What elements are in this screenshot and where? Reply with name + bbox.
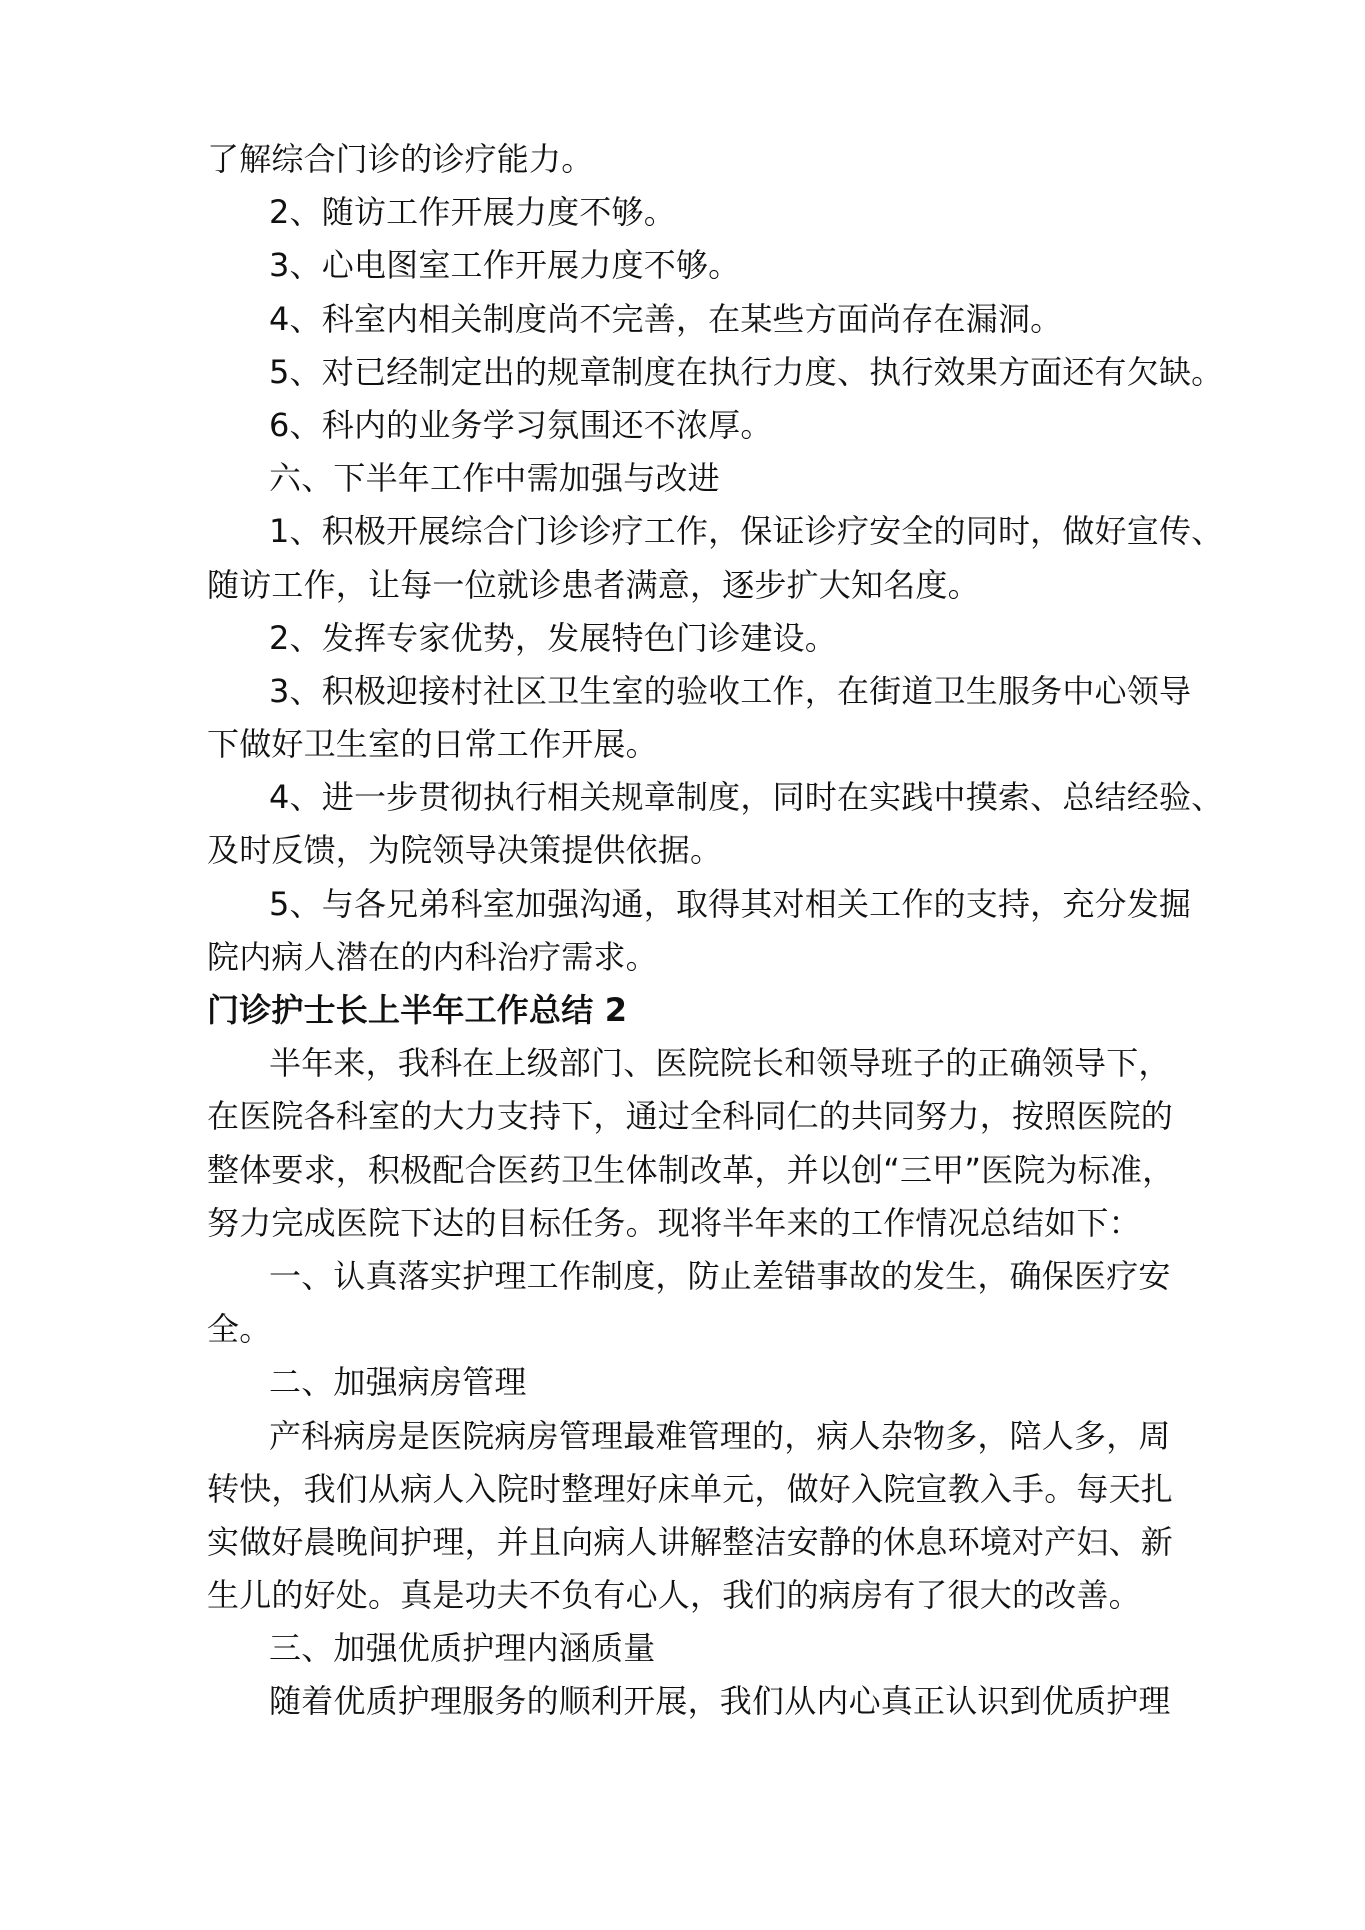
text-line: 3、积极迎接村社区卫生室的验收工作，在街道卫生服务中心领导 <box>269 671 1192 710</box>
text-line: 半年来，我科在上级部门、医院院长和领导班子的正确领导下， <box>269 1044 1171 1083</box>
text-line: 一、认真落实护理工作制度，防止差错事故的发生，确保医疗安 <box>269 1256 1171 1295</box>
text-line: 转快，我们从病人入院时整理好床单元，做好入院宣教入手。每天扎 <box>207 1469 1174 1508</box>
text-line: 院内病人潜在的内科治疗需求。 <box>207 937 658 976</box>
text-line: 4、科室内相关制度尚不完善，在某些方面尚存在漏洞。 <box>269 299 1063 338</box>
text-line: 及时反馈，为院领导决策提供依据。 <box>207 831 723 870</box>
text-line: 实做好晨晚间护理，并且向病人讲解整洁安静的休息环境对产妇、新 <box>207 1522 1174 1561</box>
text-line: 5、对已经制定出的规章制度在执行力度、执行效果方面还有欠缺。 <box>269 352 1224 391</box>
text-line: 5、与各兄弟科室加强沟通，取得其对相关工作的支持，充分发掘 <box>269 884 1192 923</box>
text-line: 6、科内的业务学习氛围还不浓厚。 <box>269 405 773 444</box>
text-line: 生儿的好处。真是功夫不负有心人，我们的病房有了很大的改善。 <box>207 1576 1141 1615</box>
text-line: 随访工作，让每一位就诊患者满意，逐步扩大知名度。 <box>207 565 980 604</box>
text-line: 六、下半年工作中需加强与改进 <box>269 459 720 498</box>
text-line: 4、进一步贯彻执行相关规章制度，同时在实践中摸索、总结经验、 <box>269 778 1224 817</box>
text-line: 整体要求，积极配合医药卫生体制改革，并以创“三甲”医院为标准， <box>207 1150 1175 1189</box>
text-line: 产科病房是医院病房管理最难管理的，病人杂物多，陪人多，周 <box>269 1416 1171 1455</box>
text-line: 在医院各科室的大力支持下，通过全科同仁的共同努力，按照医院的 <box>207 1097 1174 1136</box>
text-line: 全。 <box>207 1310 272 1349</box>
text-line: 三、加强优质护理内涵质量 <box>269 1629 656 1668</box>
section-heading: 门诊护士长上半年工作总结 2 <box>207 991 628 1029</box>
text-line: 1、积极开展综合门诊诊疗工作，保证诊疗安全的同时，做好宣传、 <box>269 512 1224 551</box>
text-line: 二、加强病房管理 <box>269 1363 527 1402</box>
document-body <box>207 133 1224 1729</box>
text-line: 随着优质护理服务的顺利开展，我们从内心真正认识到优质护理 <box>269 1682 1171 1721</box>
text-line: 了解综合门诊的诊疗能力。 <box>207 140 594 178</box>
text-line: 2、随访工作开展力度不够。 <box>269 193 676 232</box>
text-line: 努力完成医院下达的目标任务。现将半年来的工作情况总结如下： <box>207 1203 1141 1242</box>
text-line: 下做好卫生室的日常工作开展。 <box>207 725 658 764</box>
text-line: 3、心电图室工作开展力度不够。 <box>269 246 741 285</box>
text-line: 2、发挥专家优势，发展特色门诊建设。 <box>269 618 837 657</box>
